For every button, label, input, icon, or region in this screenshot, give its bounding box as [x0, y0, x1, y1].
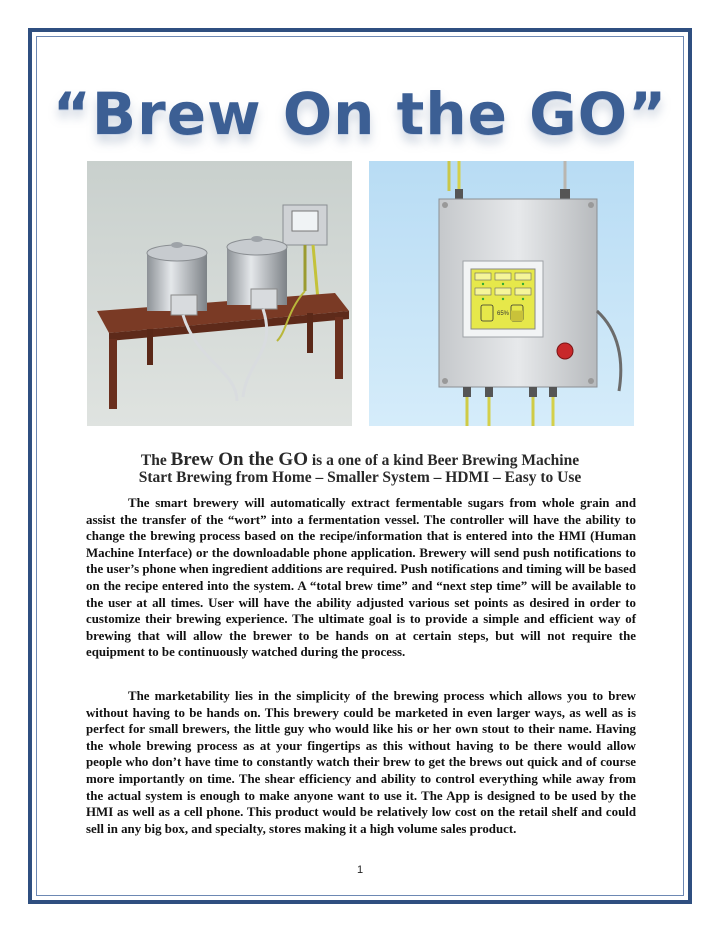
brewing-system-image	[87, 161, 352, 426]
tagline-line-2: Start Brewing from Home – Smaller System – HDMI – Easy to Use	[138, 469, 582, 486]
document-title: “Brew On the GO”	[52, 80, 668, 148]
body-paragraph-1: The smart brewery will automatically extract fermentable sugars from whole grain and assist the transfer of the “wort” into a fermentation vessel. The controller will have the ability to change the brewing process based on the recipe/information that is entered into the HMI (Human Machine Interface) or the downloadable phone application. Brewery will send push notifications to the user’s phone when ingredient additions are required. Push notifications and timing will be based on the recipe entered into the system. A “total brew time” and “next step time” will be available to the user at all times. User will have the ability adjusted various set points as desired in order to customize their brewing experience. The ultimate goal is to provide a simple and efficient way of brewing that will allow the brewer to be hands on at certain steps, but will not require the equipment to be continuously watched during the process.	[86, 496, 636, 660]
hmi-control-box-image	[369, 161, 634, 426]
tagline-suffix: is a one of a kind Beer Brewing Machine	[308, 452, 580, 469]
page-number: 1	[356, 864, 364, 876]
tagline-product-name: Brew On the GO	[170, 449, 308, 470]
body-paragraph-2: The marketability lies in the simplicity of the brewing process which allows you to brew without having to be hands on. This brewery could be marketed in even larger ways, as well as is perfect for small brewers, the little guy who would like his or her own stout to their name. Having the whole brewing process as at your fingertips as this without having to be there would allow people who don’t have time to constantly watch their brew to get the brews out quick and of course more importantly on time. The shear efficiency and ability to control everything while away from the actual system is enough to make anyone want to use it. The App is designed to be used by the HMI as well as a cell phone. This product would be relatively low cost on the retail shelf and could sell in any big box, and specialty, stores making it a high volume sales product.	[86, 689, 636, 836]
tagline-prefix: The	[140, 452, 171, 469]
svg-text:65%: 65%	[497, 311, 510, 317]
tagline-line-1	[0, 449, 720, 471]
